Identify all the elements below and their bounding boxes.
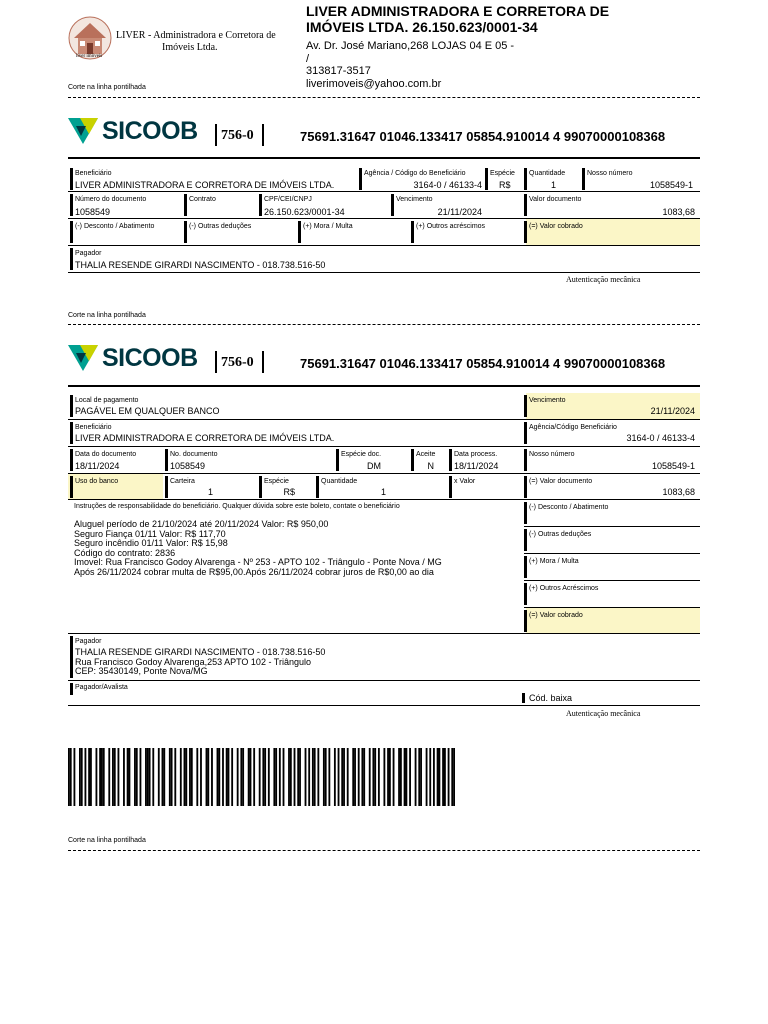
- barcode-bar: [259, 748, 261, 806]
- slip-no-documento-label: No. documento: [170, 451, 218, 458]
- slip-outros-acrescimos-label: (+) Outros Acréscimos: [529, 585, 599, 592]
- barcode-bar: [250, 748, 252, 806]
- slip-especie-doc-label: Espécie doc.: [341, 451, 382, 458]
- slip-pagador-label: Pagador: [75, 638, 102, 645]
- barcode-bar: [451, 748, 453, 806]
- slip-aceite-label: Aceite: [416, 451, 436, 458]
- barcode-bar: [262, 748, 264, 806]
- cut-label-3: Corte na linha pontilhada: [68, 837, 146, 844]
- barcode-bar: [437, 748, 439, 806]
- barcode-bar: [299, 748, 301, 806]
- receipt-row-line: [68, 245, 700, 246]
- barcode-bar: [114, 748, 116, 806]
- barcode-bar: [217, 748, 219, 806]
- slip-quantidade-label: Quantidade: [321, 478, 358, 485]
- receipt-row-line: [68, 191, 700, 192]
- company-email: liverimoveis@yahoo.com.br: [306, 78, 442, 90]
- cell-marker: [316, 476, 319, 498]
- receipt-vencimento-label: Vencimento: [396, 196, 433, 203]
- cell-marker: [524, 556, 527, 578]
- instruction-line: Seguro Fiança 01/11 Valor: R$ 117,70: [74, 528, 226, 539]
- barcode-bar: [248, 748, 250, 806]
- cut-label-2: Corte na linha pontilhada: [68, 312, 146, 319]
- receipt-beneficiario-label: Beneficiário: [75, 170, 112, 177]
- digitable-line: 75691.31647 01046.133417 05854.910014 4 99070000108368: [300, 129, 666, 144]
- receipt-numero-documento: 1058549: [75, 207, 111, 217]
- company-phone: 313817-3517: [306, 65, 371, 77]
- barcode-bar: [358, 748, 360, 806]
- barcode-bar: [433, 748, 435, 806]
- instruction-line: Imovel: Rua Francisco Godoy Alvarenga - Nº 253 - APTO 102 - Triângulo - Ponte Nova / MG: [74, 557, 442, 567]
- barcode-bar: [103, 748, 105, 806]
- slip-data-documento-label: Data do documento: [75, 451, 137, 458]
- barcode-bar: [127, 748, 129, 806]
- bank-code-2: 756-0: [221, 355, 254, 370]
- cell-marker: [524, 583, 527, 605]
- barcode-bar: [81, 748, 83, 806]
- barcode-bar: [361, 748, 363, 806]
- cell-marker: [524, 194, 527, 216]
- barcode-bar: [352, 748, 354, 806]
- row-line: [524, 580, 700, 581]
- slip-avalista-label: Pagador/Avalista: [75, 684, 128, 691]
- slip-cod-baixa-label: Cód. baixa: [529, 693, 573, 703]
- barcode-bar: [206, 748, 208, 806]
- receipt-valor-documento: 1083,68: [662, 207, 695, 217]
- cell-marker: [582, 168, 585, 190]
- cell-marker: [359, 168, 362, 190]
- receipt-especie-label: Espécie: [490, 170, 515, 177]
- logo-small-text: liver imóveis: [76, 54, 103, 59]
- barcode-bar: [90, 748, 92, 806]
- barcode-bar: [207, 748, 209, 806]
- instruction-line: Após 26/11/2024 cobrar multa de R$95,00.Após 26/11/2024 cobrar juros de R$0,00 ao dia: [74, 566, 434, 577]
- slip-row-line: [68, 499, 700, 500]
- barcode-bar: [378, 748, 380, 806]
- receipt-top-line: [68, 157, 700, 159]
- slip-data-processamento-label: Data process.: [454, 451, 498, 458]
- barcode-bar: [152, 748, 154, 806]
- barcode-bar: [442, 748, 444, 806]
- barcode-bar: [354, 748, 356, 806]
- barcode-bar: [264, 748, 266, 806]
- slip-vencimento-label: Vencimento: [529, 397, 566, 404]
- slip-valor-cobrado-label: (=) Valor cobrado: [529, 612, 583, 619]
- slip-row-line: [68, 419, 700, 420]
- receipt-especie: R$: [499, 180, 511, 190]
- cell-marker: [259, 476, 262, 498]
- slip-pagador: [75, 648, 325, 677]
- slip-local-pagamento-label: Local de pagamento: [75, 397, 139, 404]
- cell-marker: [524, 449, 527, 471]
- slip-nosso-numero-label: Nosso número: [529, 451, 575, 458]
- slip-data-processamento: 18/11/2024: [454, 461, 499, 471]
- row-line: [524, 526, 700, 527]
- bank-code: 756-0: [221, 128, 254, 143]
- barcode-bar: [169, 748, 171, 806]
- barcode-bar: [158, 748, 160, 806]
- barcode-bar: [283, 748, 285, 806]
- logo-text-line1: LIVER - Administradora e Corretora de: [116, 30, 276, 41]
- cell-marker: [485, 168, 488, 190]
- cell-marker: [70, 683, 73, 695]
- barcode-bar: [185, 748, 187, 806]
- cell-marker: [336, 449, 339, 471]
- cell-marker: [524, 221, 527, 243]
- barcode-bar: [174, 748, 176, 806]
- slip-carteira: 1: [207, 487, 213, 497]
- barcode-bar: [314, 748, 316, 806]
- instruction-line: Código do contrato: 2836: [74, 547, 176, 558]
- barcode-bar: [145, 748, 147, 806]
- cell-marker: [524, 395, 527, 417]
- slip-valor-documento: 1083,68: [662, 487, 695, 497]
- barcode-bar: [305, 748, 307, 806]
- company-address-extra: /: [306, 53, 310, 65]
- cell-marker: [70, 194, 73, 216]
- receipt-agencia: 3164-0 / 46133-4: [413, 180, 482, 190]
- cell-marker: [524, 422, 527, 444]
- cell-marker: [259, 194, 262, 216]
- barcode-bar: [189, 748, 191, 806]
- cut-line-3: [68, 850, 700, 851]
- cell-marker: [298, 221, 301, 243]
- receipt-valor-documento-label: Valor documento: [529, 196, 582, 203]
- cell-marker: [391, 194, 394, 216]
- barcode-bar: [68, 748, 70, 806]
- receipt-quantidade: 1: [551, 180, 557, 190]
- digitable-line-2: 75691.31647 01046.133417 05854.910014 4 99070000108368: [300, 356, 666, 371]
- receipt-pagador: THALIA RESENDE GIRARDI NASCIMENTO - 018.738.516-50: [75, 260, 326, 270]
- barcode-bar: [325, 748, 327, 806]
- slip-row-line: [68, 680, 700, 681]
- barcode-bar: [405, 748, 407, 806]
- barcode-bar: [438, 748, 440, 806]
- slip-agencia: 3164-0 / 46133-4: [626, 433, 695, 443]
- barcode-bar: [415, 748, 417, 806]
- cell-marker: [411, 221, 414, 243]
- barcode-bar: [129, 748, 131, 806]
- cell-marker: [524, 610, 527, 632]
- barcode-bar: [308, 748, 310, 806]
- barcode-bar: [343, 748, 345, 806]
- cell-marker: [522, 693, 525, 703]
- barcode-bar: [112, 748, 114, 806]
- receipt-pagador-label: Pagador: [75, 250, 102, 257]
- barcode-bar: [268, 748, 270, 806]
- barcode-bar: [231, 748, 233, 806]
- receipt-desconto-label: (-) Desconto / Abatimento: [75, 223, 155, 230]
- cell-marker: [165, 449, 168, 471]
- barcode-bar: [323, 748, 325, 806]
- slip-valor-documento-label: (=) Valor documento: [529, 478, 593, 485]
- barcode-bar: [184, 748, 186, 806]
- barcode-bar: [88, 748, 90, 806]
- cell-marker: [70, 476, 73, 498]
- barcode-bar: [180, 748, 182, 806]
- slip-autenticacao: Autenticação mecânica: [566, 709, 641, 718]
- barcode-bar: [108, 748, 110, 806]
- receipt-nosso-numero: 1058549-1: [649, 180, 693, 190]
- receipt-outras-deducoes-label: (-) Outras deduções: [189, 223, 252, 230]
- cell-marker: [524, 476, 527, 498]
- instruction-line: Seguro incêndio 01/11 Valor: R$ 15,98: [74, 538, 228, 548]
- barcode-graphic: [68, 748, 455, 806]
- instruction-line: Aluguel período de 21/10/2024 até 20/11/2024 Valor: R$ 950,00: [74, 519, 329, 529]
- slip-outras-deducoes-label: (-) Outras deduções: [529, 531, 592, 538]
- barcode-bar: [171, 748, 173, 806]
- slip-quantidade: 1: [380, 487, 386, 497]
- cell-marker: [165, 476, 168, 498]
- barcode-bar: [228, 748, 230, 806]
- barcode-bar: [372, 748, 374, 806]
- slip-desconto-label: (-) Desconto / Abatimento: [529, 504, 609, 511]
- receipt-nosso-numero-label: Nosso número: [587, 170, 633, 177]
- barcode-bar: [140, 748, 142, 806]
- cell-marker: [524, 168, 527, 190]
- cut-line-2: [68, 324, 700, 325]
- receipt-beneficiario: LIVER ADMINISTRADORA E CORRETORA DE IMÓVEIS LTDA.: [75, 180, 335, 190]
- barcode-bar: [383, 748, 385, 806]
- barcode-bar: [222, 748, 224, 806]
- barcode-bar: [297, 748, 299, 806]
- barcode-bar: [123, 748, 125, 806]
- barcode-bar: [275, 748, 277, 806]
- barcode-bar: [453, 748, 455, 806]
- slip-nosso-numero: 1058549-1: [651, 461, 695, 471]
- barcode-bar: [387, 748, 389, 806]
- slip-local-pagamento: PAGÁVEL EM QUALQUER BANCO: [75, 406, 220, 416]
- barcode-bar: [363, 748, 365, 806]
- barcode-bar: [200, 748, 202, 806]
- company-logo: [68, 14, 112, 68]
- barcode-bar: [136, 748, 138, 806]
- slip-x-valor-label: x Valor: [454, 478, 476, 485]
- barcode-bar: [418, 748, 420, 806]
- cell-marker: [70, 168, 73, 190]
- barcode-bar: [369, 748, 371, 806]
- barcode-bar: [409, 748, 411, 806]
- slip-beneficiario: LIVER ADMINISTRADORA E CORRETORA DE IMÓVEIS LTDA.: [75, 433, 335, 443]
- receipt-vencimento: 21/11/2024: [437, 207, 482, 217]
- barcode-bar: [147, 748, 149, 806]
- slip-data-documento: 18/11/2024: [75, 461, 120, 471]
- receipt-agencia-label: Agência / Código do Beneficiário: [364, 170, 466, 177]
- barcode-bar: [191, 748, 193, 806]
- barcode-bar: [242, 748, 244, 806]
- barcode-bar: [162, 748, 164, 806]
- slip-mora-label: (+) Mora / Multa: [529, 558, 579, 565]
- cell-marker: [70, 422, 73, 444]
- barcode-bar: [134, 748, 136, 806]
- barcode-bar: [393, 748, 395, 806]
- company-name-line1: LIVER ADMINISTRADORA E CORRETORA DE: [306, 3, 610, 19]
- row-line: [524, 553, 700, 554]
- barcode-bar: [218, 748, 220, 806]
- barcode-bar: [312, 748, 314, 806]
- slip-instructions: [74, 520, 442, 577]
- barcode-bar: [374, 748, 376, 806]
- barcode-bar: [338, 748, 340, 806]
- barcode-bar: [420, 748, 422, 806]
- slip-uso-banco-label: Uso do banco: [75, 478, 119, 485]
- barcode-bar: [74, 748, 76, 806]
- barcode-bar: [347, 748, 349, 806]
- barcode-bar: [273, 748, 275, 806]
- barcode-bar: [279, 748, 281, 806]
- barcode-bar: [317, 748, 319, 806]
- barcode-bar: [196, 748, 198, 806]
- slip-especie-doc: DM: [367, 461, 381, 471]
- cell-marker: [70, 395, 73, 417]
- receipt-numero-documento-label: Número do documento: [75, 196, 147, 203]
- cell-marker: [449, 476, 452, 498]
- cell-marker: [70, 449, 73, 471]
- slip-instrucoes-label: Instruções de responsabilidade do beneficiário. Qualquer dúvida sobre este boleto, contate o beneficiário: [74, 503, 400, 510]
- cell-marker: [70, 221, 73, 243]
- barcode-bar: [96, 748, 98, 806]
- slip-carteira-label: Carteira: [170, 478, 195, 485]
- barcode-bar: [99, 748, 101, 806]
- cell-marker: [524, 502, 527, 524]
- barcode-bar: [237, 748, 239, 806]
- barcode-bar: [429, 748, 431, 806]
- barcode-bar: [163, 748, 165, 806]
- logo-text-line2: Imóveis Ltda.: [162, 42, 218, 53]
- receipt-cpf-label: CPF/CEI/CNPJ: [264, 196, 312, 203]
- receipt-cpf: 26.150.623/0001-34: [264, 207, 345, 217]
- cell-marker: [70, 636, 73, 678]
- slip-aceite: N: [427, 461, 434, 471]
- cut-line-1: [68, 97, 700, 98]
- cell-marker: [184, 221, 187, 243]
- barcode-bar: [79, 748, 81, 806]
- cell-marker: [524, 529, 527, 551]
- receipt-bottom-line: [68, 272, 700, 273]
- barcode-bar: [400, 748, 402, 806]
- cell-marker: [449, 449, 452, 471]
- barcode-bar: [294, 748, 296, 806]
- barcode-bar: [328, 748, 330, 806]
- company-name-line2: IMÓVEIS LTDA. 26.150.623/0001-34: [306, 19, 538, 35]
- sicoob-logo-text: SICOOB: [102, 117, 198, 145]
- barcode-bar: [149, 748, 151, 806]
- barcode-bar: [444, 748, 446, 806]
- receipt-valor-cobrado-label: (=) Valor cobrado: [529, 223, 583, 230]
- slip-vencimento: 21/11/2024: [650, 406, 695, 416]
- cell-marker: [70, 248, 73, 270]
- slip-row-line: [68, 446, 700, 447]
- pagador-line: THALIA RESENDE GIRARDI NASCIMENTO - 018.738.516-50: [75, 647, 326, 657]
- barcode: [68, 748, 455, 806]
- receipt-outros-acrescimos-label: (+) Outros acréscimos: [416, 223, 486, 230]
- barcode-bar: [426, 748, 428, 806]
- slip-agencia-label: Agência/Código Beneficiário: [529, 424, 617, 431]
- barcode-bar: [253, 748, 255, 806]
- slip-top-line: [68, 385, 700, 387]
- slip-especie-label: Espécie: [264, 478, 289, 485]
- barcode-bar: [448, 748, 450, 806]
- slip-row-line: [68, 633, 700, 634]
- bank-code-divider-right: [262, 124, 264, 146]
- barcode-bar: [85, 748, 87, 806]
- cell-marker: [184, 194, 187, 216]
- barcode-bar: [70, 748, 72, 806]
- barcode-bar: [389, 748, 391, 806]
- barcode-bar: [240, 748, 242, 806]
- slip-bottom-line: [68, 705, 700, 706]
- cell-marker: [411, 449, 414, 471]
- receipt-contrato-label: Contrato: [189, 196, 216, 203]
- bank-code-divider-left: [215, 124, 217, 146]
- receipt-autenticacao: Autenticação mecânica: [566, 275, 641, 284]
- company-address: Av. Dr. José Mariano,268 LOJAS 04 E 05 -: [306, 40, 515, 52]
- slip-beneficiario-label: Beneficiário: [75, 424, 112, 431]
- barcode-bar: [226, 748, 228, 806]
- barcode-bar: [404, 748, 406, 806]
- barcode-bar: [288, 748, 290, 806]
- receipt-mora-label: (+) Mora / Multa: [303, 223, 353, 230]
- barcode-bar: [211, 748, 213, 806]
- pagador-line: Rua Francisco Godoy Alvarenga,253 APTO 102 - Triângulo: [75, 656, 311, 667]
- barcode-bar: [101, 748, 103, 806]
- barcode-bar: [398, 748, 400, 806]
- slip-no-documento: 1058549: [170, 461, 206, 471]
- receipt-quantidade-label: Quantidade: [529, 170, 566, 177]
- bank-code-divider-left-2: [215, 351, 217, 373]
- pagador-line: CEP: 35430149, Ponte Nova/MG: [75, 666, 208, 676]
- barcode-bar: [118, 748, 120, 806]
- sicoob-logo-text-2: SICOOB: [102, 344, 198, 372]
- barcode-bar: [334, 748, 336, 806]
- barcode-bar: [341, 748, 343, 806]
- barcode-bar: [290, 748, 292, 806]
- bank-code-divider-right-2: [262, 351, 264, 373]
- slip-especie: R$: [283, 487, 295, 497]
- cut-label-1: Corte na linha pontilhada: [68, 84, 146, 91]
